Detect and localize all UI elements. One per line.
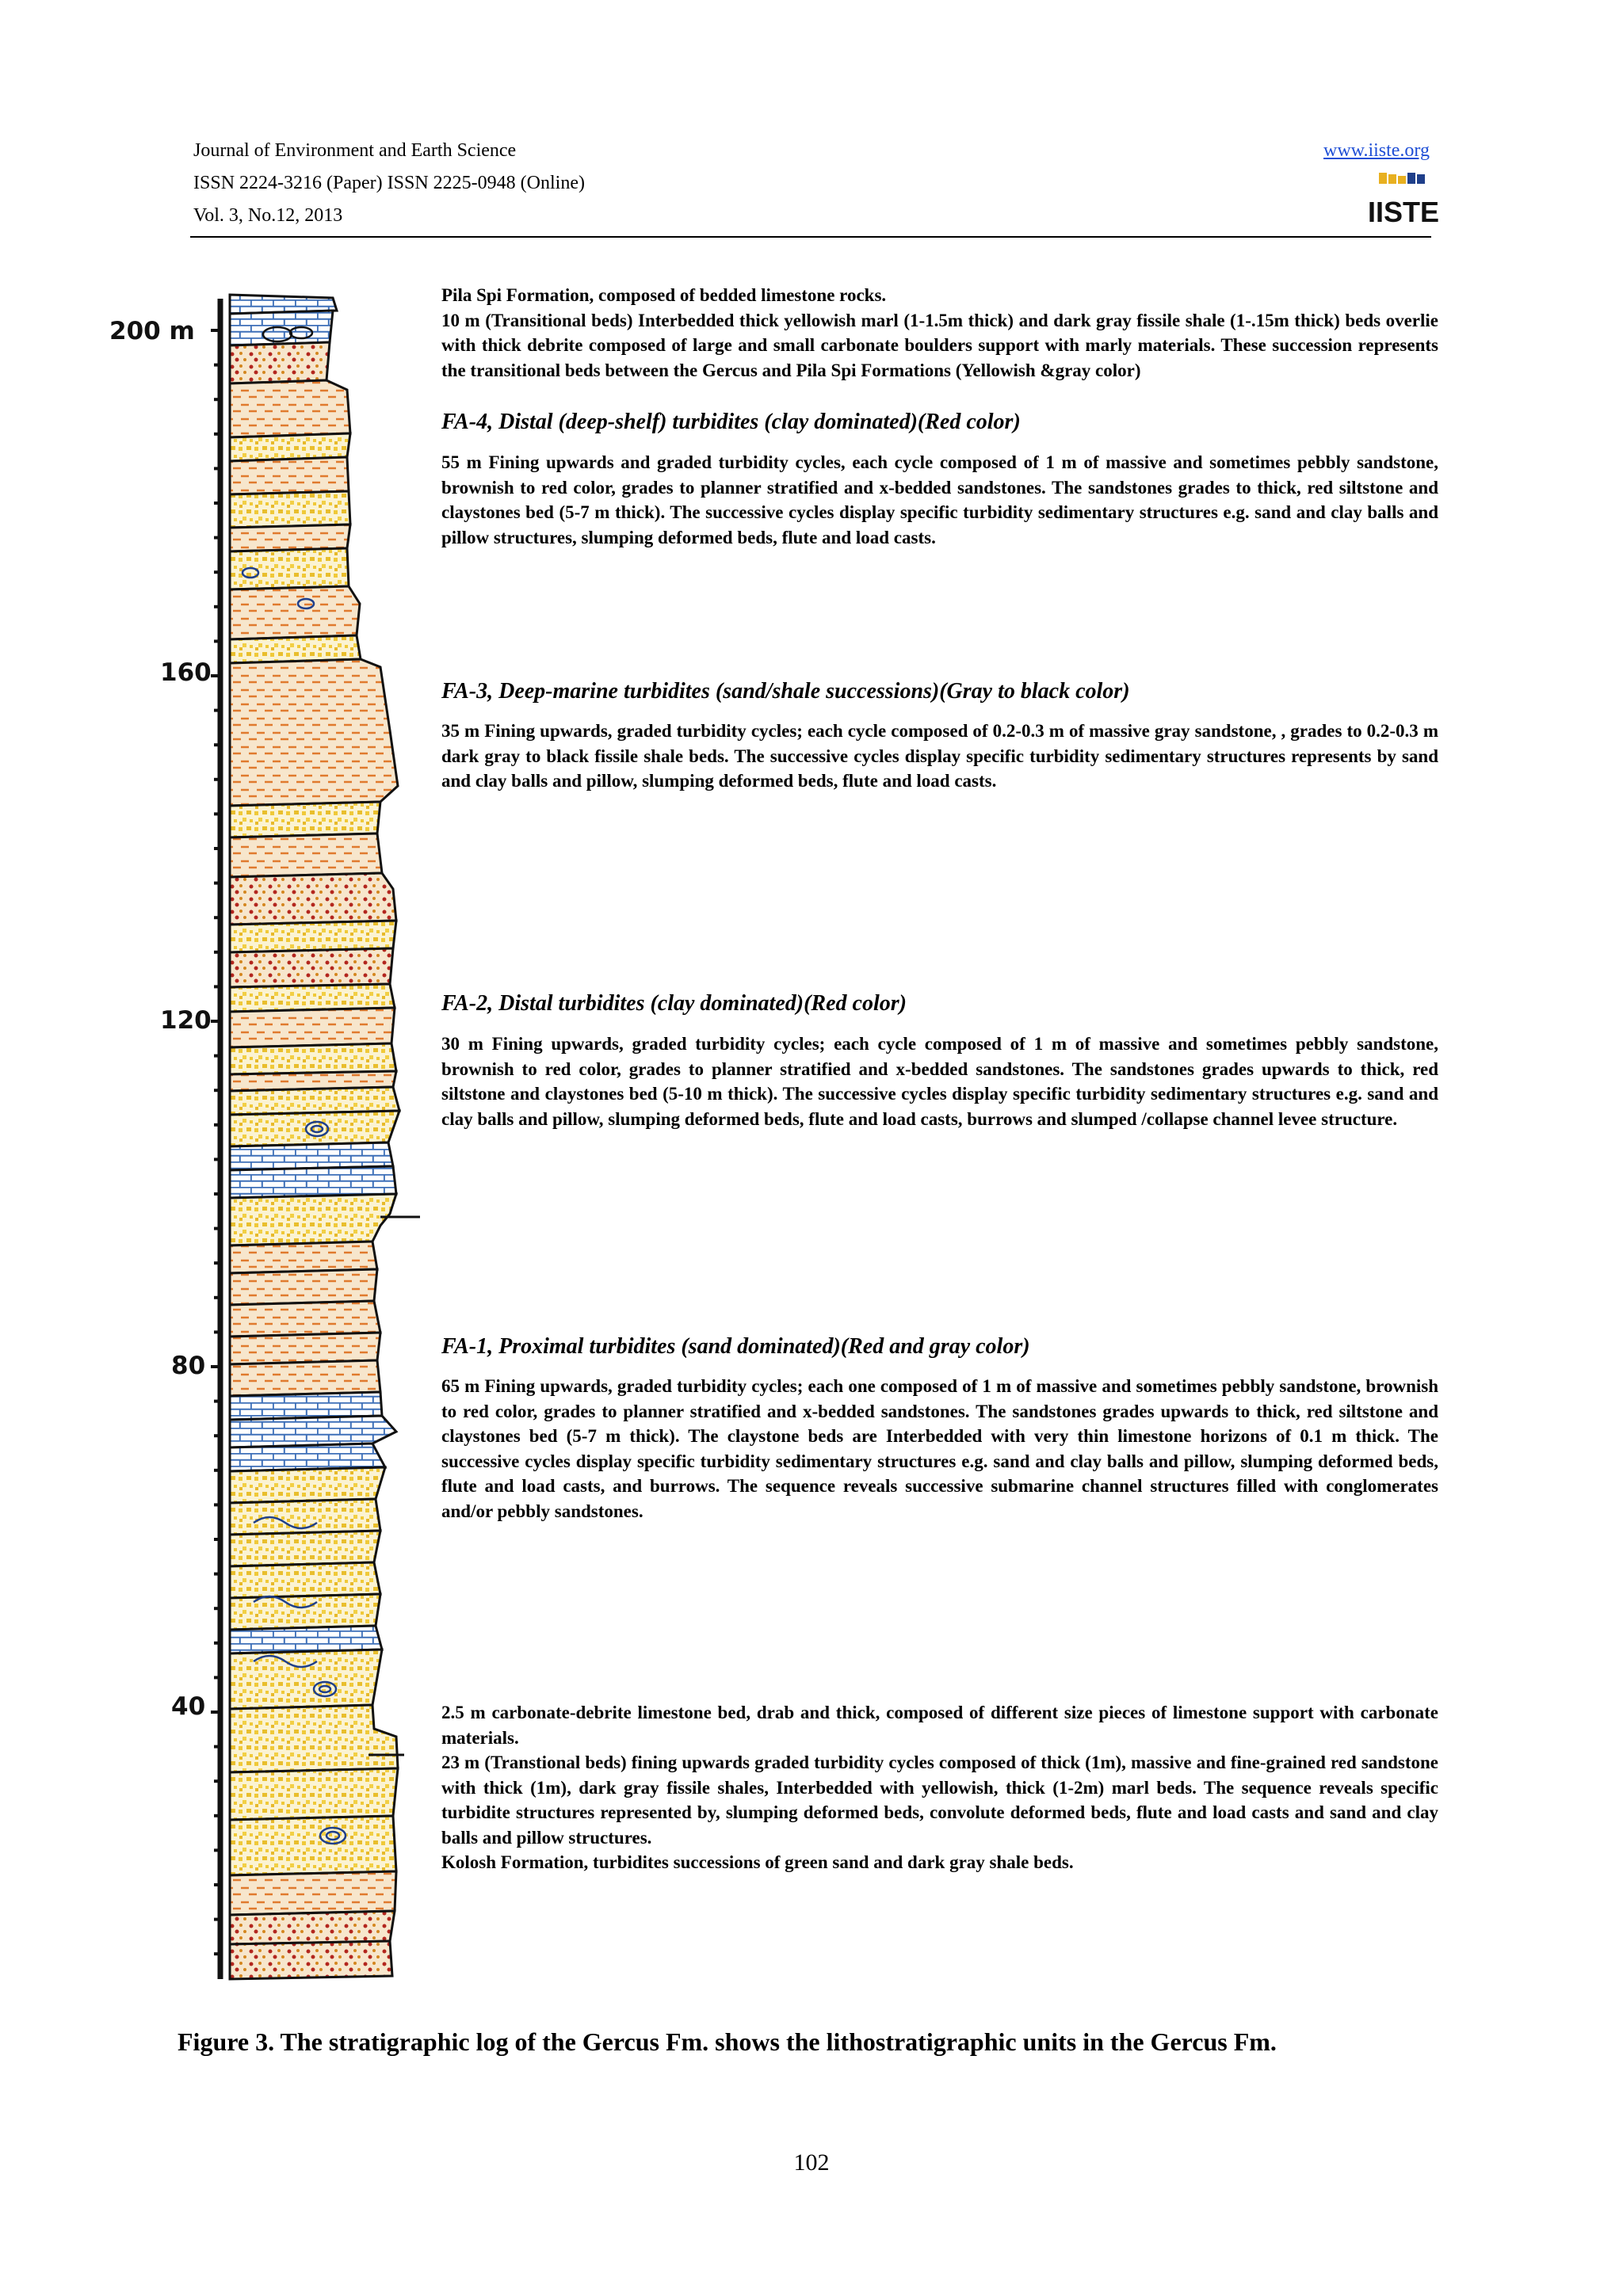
stratigraphic-log bbox=[95, 287, 428, 1990]
fa3-description: 35 m Fining upwards, graded turbidity cycles; each cycle composed of 0.2-0.3 m of massive gray sandstone, , grades to 0.2-0.3 m dark gray to black fissile shale beds. The successive cycles display specific turbidity sedimentary structures represents by sand and clay balls and pillow, slumping deformed beds, flute and load casts. bbox=[441, 721, 1438, 791]
kolosh-formation-text: Kolosh Formation, turbidites successions of green sand and dark gray shale beds. bbox=[441, 1852, 1074, 1872]
fa2-heading: FA-2, Distal turbidites (clay dominated)(Red color) bbox=[441, 991, 907, 1016]
lower-transitional-beds-text: 23 m (Transtional beds) fining upwards graded turbidity cycles composed of thick (1m), massive and fine-grained red sandstone with thick (1m), dark gray fissile shales, Interbedded with yellowish, thick (1-2m) marl beds. The sequence reveals specific turbidite structures represented by, slumping deformed beds, convolute deformed beds, flute and load casts and sand and clay balls and pillow structures. bbox=[441, 1753, 1438, 1848]
journal-title: Journal of Environment and Earth Science bbox=[193, 140, 517, 161]
figure-caption: Figure 3. The stratigraphic log of the Gercus Fm. shows the lithostratigraphic units in the Gercus Fm. bbox=[178, 2027, 1277, 2056]
header-rule bbox=[190, 236, 1431, 238]
issn-line: ISSN 2224-3216 (Paper) ISSN 2225-0948 (Online) bbox=[193, 173, 585, 193]
scale-label-80: 80 bbox=[171, 1352, 206, 1380]
carbonate-debrite-text: 2.5 m carbonate-debrite limestone bed, drab and thick, composed of different size pieces of limestone support with carbonate materials. bbox=[441, 1703, 1438, 1748]
journal-url-link[interactable]: www.iiste.org bbox=[1323, 140, 1430, 161]
fa1-heading: FA-1, Proximal turbidites (sand dominated)(Red and gray color) bbox=[441, 1334, 1030, 1359]
page-number: 102 bbox=[793, 2149, 830, 2176]
fa1-description: 65 m Fining upwards, graded turbidity cycles; each one composed of 1 m of massive and sometimes pebbly sandstone, brownish to red color, grades to planner stratified and x-bedded sandstones. The sandstones grades upwards to thick, red siltstone and claystones bed (5-7 m thick). The claystone beds are Interbedded with very thin limestone horizons of 0.1 m thick. The successive cycles display specific turbidity sedimentary structures e.g. sand and clay balls and pillow, slumping deformed beds, flute and load casts, and burrows. The sequence reveals successive submarine channel structures filled with conglomerates and/or pebbly sandstones. bbox=[441, 1376, 1438, 1521]
scale-label-160: 160 bbox=[160, 658, 212, 687]
bottom-unit-description bbox=[441, 1700, 1438, 1875]
scale-label-200: 200 m bbox=[109, 317, 195, 345]
top-unit-description bbox=[441, 283, 1438, 383]
fa4-description: 55 m Fining upwards and graded turbidity cycles, each cycle composed of 1 m of massive and sometimes pebbly sandstone, brownish to red color, grades to planner stratified and x-bedded sandstones. The sandstones grades to thick, red siltstone and claystones bed (5-7 m thick). The successive cycles display specific turbidity sedimentary structures e.g. sand and clay balls and pillow structures, slumping deformed beds, flute and load casts. bbox=[441, 452, 1438, 547]
transitional-beds-text: 10 m (Transitional beds) Interbedded thick yellowish marl (1-1.5m thick) and dark gray fissile shale (1-.15m thick) beds overlie with thick debrite composed of large and small carbonate boulders support with marly materials. These succession represents the transitional beds between the Gercus and Pila Spi Formations (Yellowish &gray color) bbox=[441, 310, 1438, 380]
fa2-description: 30 m Fining upwards, graded turbidity cycles; each cycle composed of 1 m of massive and sometimes pebbly sandstone, brownish to red color, grades to planner stratified and x-bedded sandstones. The sandstones grades upwards to thick, red siltstone and claystones bed (5-10 m thick). The successive cycles display specific turbidity sedimentary structures e.g. sand and clay balls and pillow, slumping deformed beds, flute and load casts, burrows and slumped /collapse channel levee structure. bbox=[441, 1034, 1438, 1129]
fa3-heading: FA-3, Deep-marine turbidites (sand/shale successions)(Gray to black color) bbox=[441, 679, 1130, 704]
scale-label-120: 120 bbox=[160, 1006, 212, 1035]
iiste-logo bbox=[1367, 171, 1440, 228]
fa4-heading: FA-4, Distal (deep-shelf) turbidites (clay dominated)(Red color) bbox=[441, 410, 1021, 434]
volume-line: Vol. 3, No.12, 2013 bbox=[193, 205, 343, 226]
scale-label-40: 40 bbox=[171, 1692, 206, 1721]
logo-text: IISTE bbox=[1367, 196, 1440, 228]
pila-spi-text: Pila Spi Formation, composed of bedded limestone rocks. bbox=[441, 285, 887, 305]
